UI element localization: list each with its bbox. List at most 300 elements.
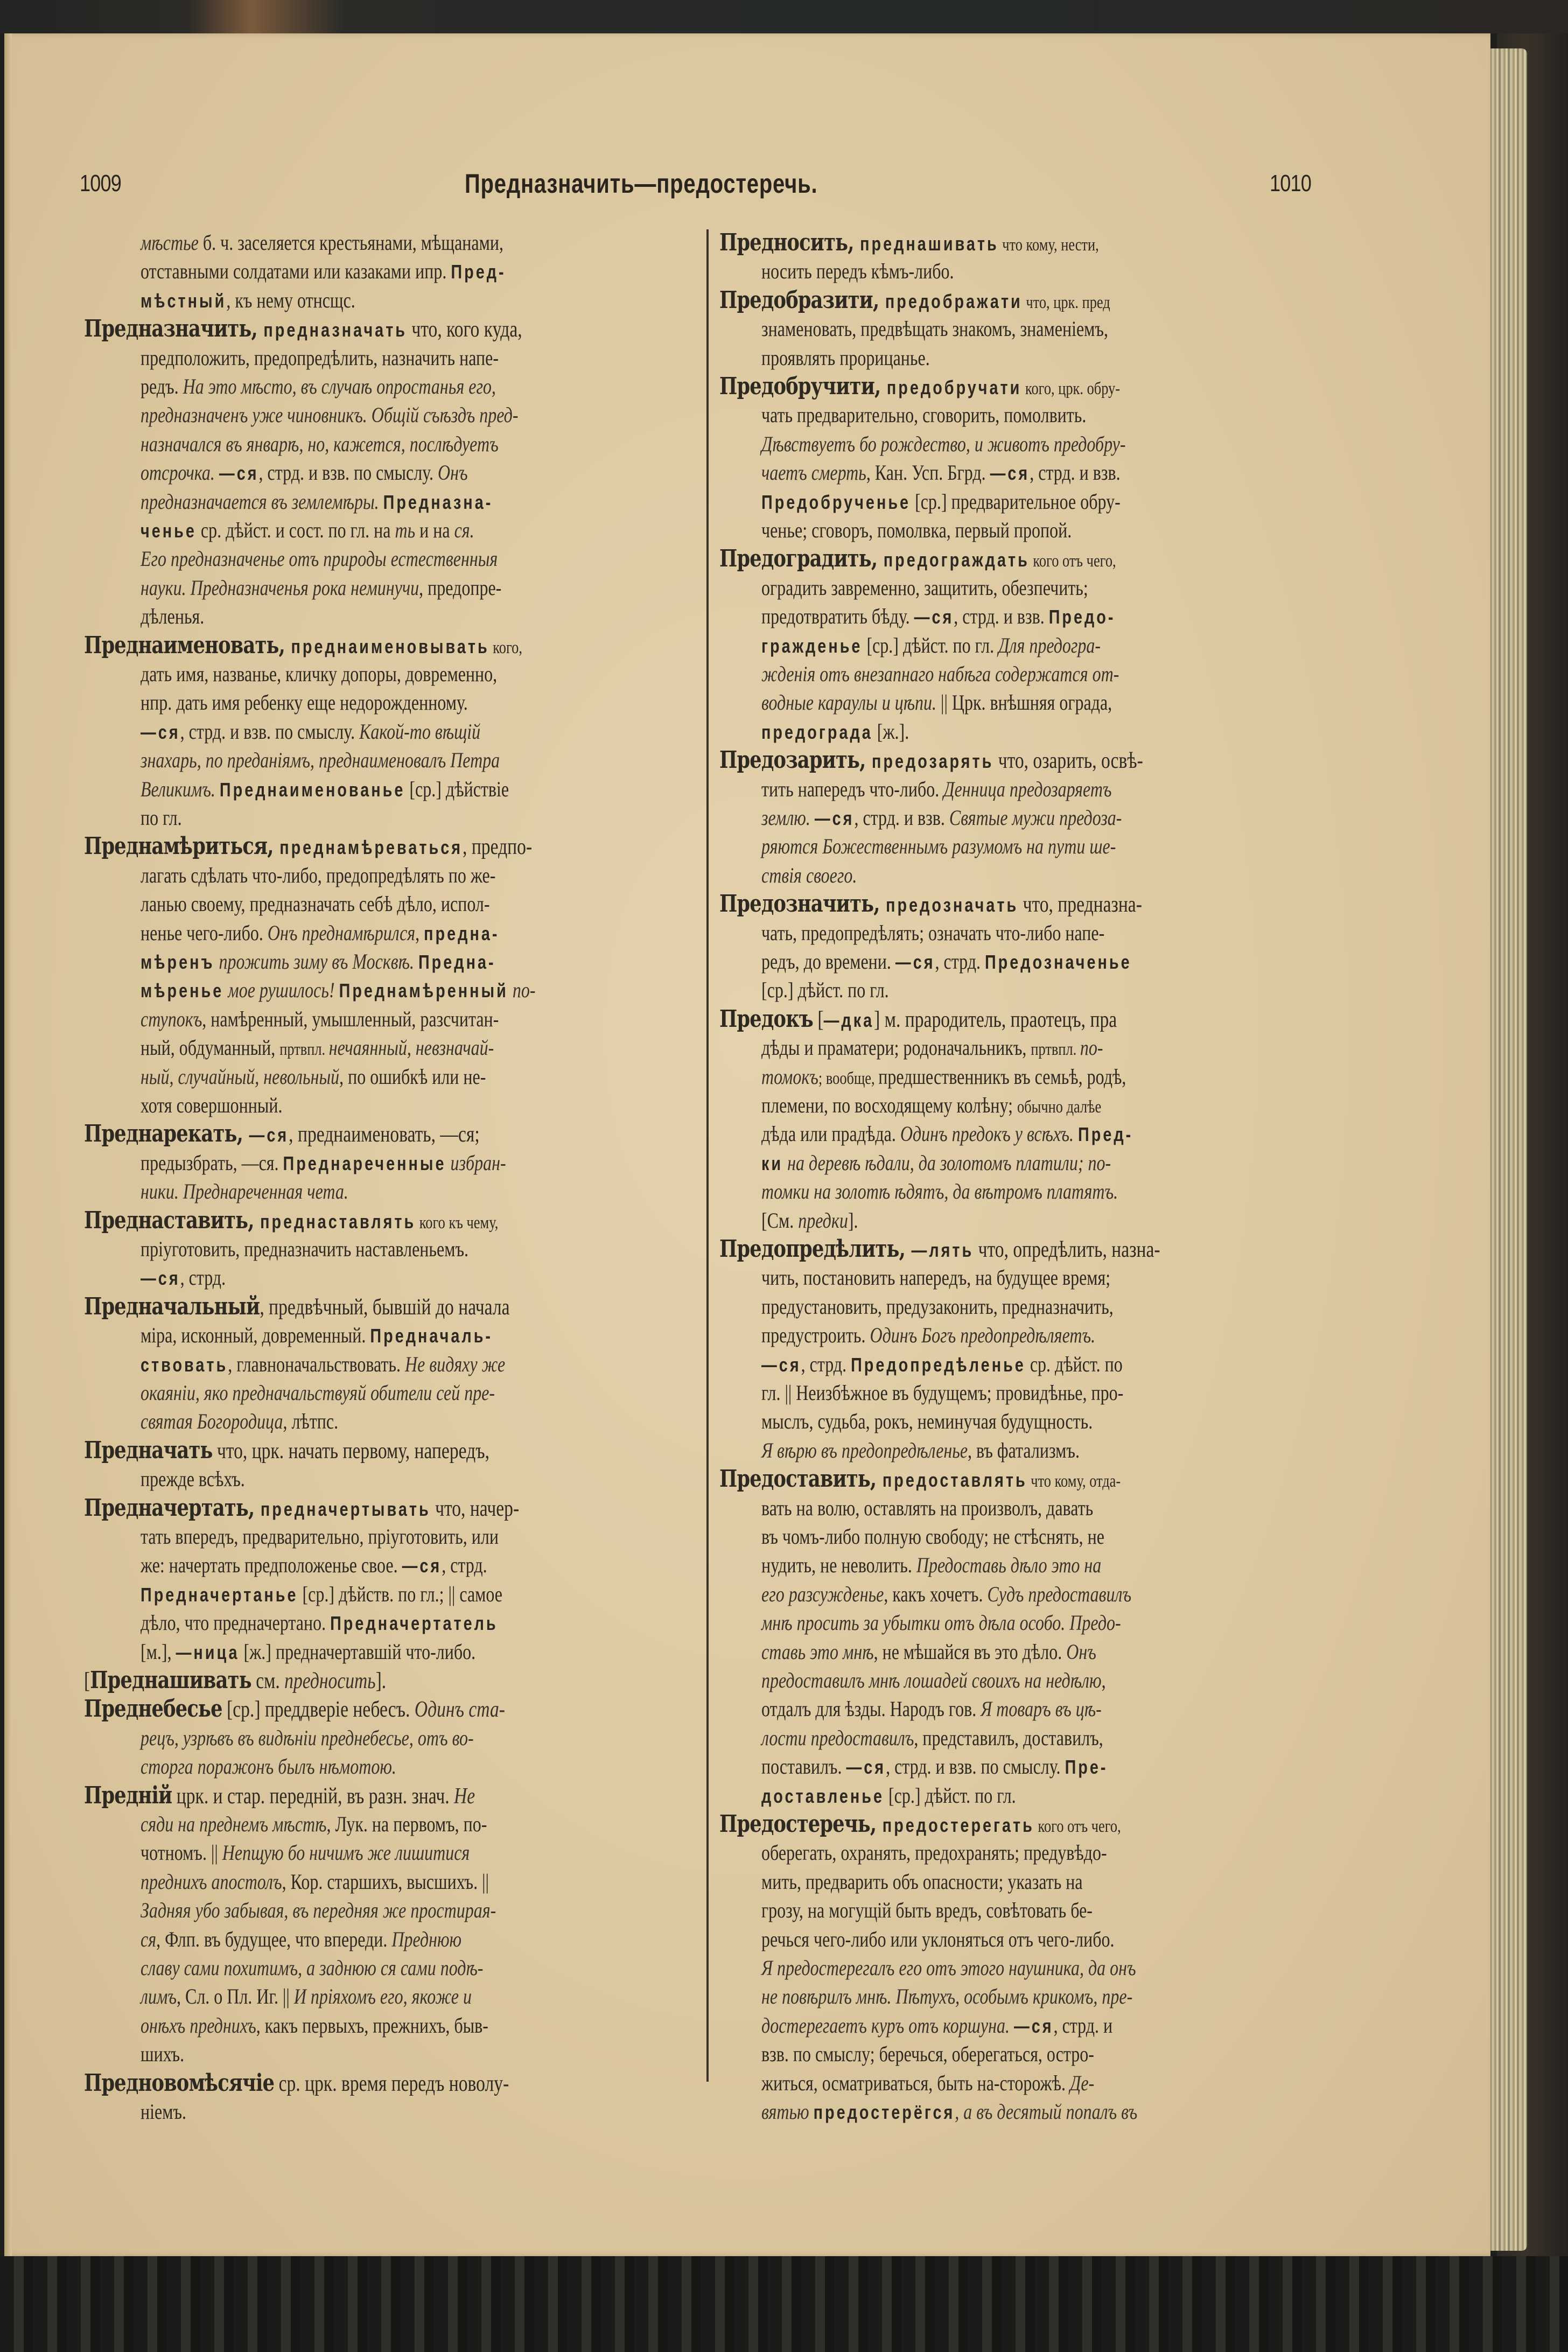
headword: Предостеречь, [719, 1810, 883, 1838]
entry-text-line [761, 688, 1112, 717]
headword: Предназначить, [84, 315, 264, 343]
definition-text: пріуготовить, предназначить наставленьемъ. [141, 1237, 468, 1261]
example-italic: нечаянный, невзначай- [328, 1035, 494, 1060]
example-italic: сяди на преднемъ мѣстѣ [141, 1812, 327, 1836]
headword: Преднаименовать, [84, 631, 291, 659]
definition-text: міра, исконный, довременный. [141, 1323, 370, 1348]
entry-text-line [761, 1263, 1110, 1292]
definition-text: оградить завременно, защитить, обезпечить; [761, 575, 1088, 600]
entry-headword-line [84, 1292, 510, 1322]
headword: Предносить, [719, 229, 860, 256]
entry-text-line [141, 573, 501, 603]
example-italic: Одинъ предокъ у всѣхъ. [900, 1122, 1079, 1146]
entry-text-line [761, 1350, 1123, 1380]
definition-text: , [1101, 1668, 1106, 1692]
definition-text: ненье чего-либо. [141, 920, 268, 945]
example-italic: ряются Божественнымъ разумомъ на пути ше- [761, 834, 1116, 859]
definition-text: вать на волю, оставлять на произволъ, давать [761, 1495, 1094, 1520]
definition-text: , въ фатализмъ. [968, 1438, 1080, 1462]
example-italic: вятью [761, 2099, 814, 2124]
spaced-form: предозначать [886, 894, 1019, 916]
definition-text: тить напередъ что-либо. [761, 776, 944, 801]
definition-text: гл. || Неизбѣжное въ будущемъ; провидѣнье, про- [761, 1381, 1124, 1405]
entry-text-line [761, 1608, 1121, 1637]
example-italic: онѣхъ преднихъ [141, 2013, 256, 2038]
grammar-note: что кому, отда- [1027, 1472, 1121, 1492]
entry-text-line [141, 1062, 486, 1091]
definition-text: отдалъ для ѣзды. Народъ гов. [761, 1697, 981, 1721]
entry-text-line [141, 1637, 475, 1667]
entry-text-line [141, 430, 499, 459]
definition-text: дать имя, названье, кличку допоры, довременно, [141, 662, 498, 686]
entry-text-line [141, 1005, 499, 1034]
entry-text-line [761, 1954, 1136, 1983]
example-italic: по- [1080, 1035, 1103, 1060]
entry-text-line [141, 1810, 487, 1839]
definition-text: ср. дѣйст. и сост. по гл. на [196, 518, 395, 542]
entry-headword-line [719, 1810, 1121, 1841]
definition-text: речься чего-либо или уклоняться отъ чего-либо. [761, 1927, 1115, 1951]
spaced-form: Предобрученье [761, 491, 911, 513]
entry-headword-line [84, 1666, 386, 1696]
definition-text: , стрд. [935, 949, 985, 974]
definition-text: || Црк. внѣшняя ограда, [936, 690, 1112, 715]
example-italic: ть [395, 518, 416, 542]
definition-text: носить передъ кѣмъ-либо. [761, 259, 954, 284]
headword: Предначать [84, 1436, 213, 1464]
example-italic: Не видяху же [405, 1352, 506, 1376]
entry-headword-line [84, 314, 522, 345]
definition-text: ср. дѣйст. по [1025, 1352, 1123, 1376]
entry-text-line [761, 1062, 1126, 1093]
entry-headword-line [719, 1005, 1117, 1035]
example-italic: , а въ десятый попалъ въ [955, 2099, 1138, 2124]
page-number-left: 1009 [80, 170, 121, 197]
entry-headword-line [719, 746, 1143, 776]
example-italic: преднихъ апостолъ [141, 1869, 282, 1894]
definition-text: , какъ хочетъ. [884, 1581, 988, 1606]
definition-text: , [415, 920, 424, 945]
definition-text: , Сл. о Пл. Иг. || [176, 1984, 294, 2009]
definition-text: [ [84, 1669, 90, 1693]
definition-text: редъ. [141, 374, 183, 398]
entry-text-line [141, 544, 498, 573]
entry-text-line [761, 1292, 1114, 1321]
example-italic: предназначенъ уже чиновникъ. Общій съѣздъ пред- [141, 403, 519, 428]
entry-text-line [141, 2097, 186, 2126]
definition-text: , лѣтпс. [283, 1409, 339, 1434]
definition-text: см. [251, 1669, 285, 1693]
headword: Предній [84, 1781, 172, 1809]
entry-text-line [761, 1407, 1093, 1436]
entry-text-line [761, 1206, 858, 1235]
definition-text: б. ч. заселяется крестьянами, мѣщанами, [198, 230, 503, 255]
example-italic: ставь это мнѣ [761, 1639, 874, 1664]
spaced-form: —ся [895, 951, 935, 973]
entry-text-line [761, 861, 857, 890]
entry-text-line [141, 1177, 348, 1206]
example-italic: ступокъ [141, 1006, 202, 1031]
entry-text-line [761, 1177, 1118, 1206]
example-italic: на деревѣ ѣдали, да золотомъ платили; по- [783, 1150, 1111, 1175]
definition-text: [ж.] предначертавшій что-либо. [239, 1639, 476, 1664]
spaced-form: Преднаименованье [219, 778, 405, 801]
example-italic: по- [508, 978, 536, 1003]
entry-text-line [761, 1119, 1133, 1149]
definition-text: ніемъ. [141, 2099, 187, 2124]
entry-text-line [141, 1724, 474, 1753]
spaced-form: предозарять [872, 750, 994, 773]
example-italic: Я вѣрю въ предопредѣленье [761, 1438, 968, 1462]
entry-text-line [761, 2040, 1094, 2069]
definition-text: оберегать, охранять, предохранять; предувѣдо- [761, 1840, 1107, 1865]
definition-text: , какъ первыхъ, прежнихъ, быв- [256, 2013, 488, 2038]
example-italic: окаяніи, яко предначальствуяй обители сей пре- [141, 1381, 495, 1405]
definition-text: шихъ. [141, 2042, 185, 2067]
headword: Преднарекать, [84, 1120, 249, 1148]
page-fore-edge [1489, 48, 1527, 2251]
spaced-form: —ница [176, 1641, 240, 1663]
entry-text-line [141, 1033, 494, 1064]
spaced-form: преднаименовывать [291, 635, 489, 657]
example-italic: водные караулы и цѣпи. [761, 690, 937, 715]
spaced-form: —ся [814, 807, 855, 829]
example-italic: предназначается въ землемѣры. [141, 489, 383, 514]
entry-text-line [761, 573, 1088, 603]
headword: Преднамѣриться, [84, 832, 280, 860]
entry-text-line [141, 2011, 488, 2040]
entry-text-line [761, 947, 1132, 977]
headword: Предобразити, [719, 286, 885, 314]
spaced-form: Предначаль- [370, 1325, 493, 1347]
entry-text-line [761, 1838, 1107, 1867]
entry-text-line [141, 1838, 470, 1867]
definition-text: предызбрать, —ся. [141, 1150, 283, 1175]
example-italic: Его предназначенье отъ природы естественныя [141, 547, 498, 571]
definition-text: предустановить, предузаконить, предназначить, [761, 1294, 1114, 1319]
headword: Предновомѣсячіе [84, 2069, 275, 2097]
example-italic: Я товаръ въ цѣ- [981, 1697, 1102, 1721]
entry-text-line [761, 1752, 1108, 1782]
definition-text: въ чомъ-либо полную свободу; не стѣснять, не [761, 1524, 1104, 1549]
spaced-form: предостерегать [882, 1814, 1034, 1836]
entry-text-line [761, 1436, 1080, 1465]
grammar-note: обычно далѣе [1017, 1097, 1102, 1117]
definition-text: [ср.] дѣйст. по гл. [761, 978, 889, 1003]
spaced-form: предначертывать [260, 1497, 431, 1520]
headword: Предозарить, [719, 746, 872, 774]
spaced-form: преднаставлять [260, 1210, 416, 1233]
entry-text-line [141, 228, 503, 257]
definition-text: мыслъ, судьба, рокъ, неминучая будущность. [761, 1409, 1093, 1434]
running-head: Предназначить—предостеречь. [465, 169, 818, 199]
example-italic: лимъ [141, 1984, 177, 2009]
spaced-form: ченье [141, 520, 197, 542]
entry-text-line [761, 516, 1072, 545]
entry-text-line [761, 660, 1119, 689]
entry-text-line [141, 1263, 226, 1293]
spaced-form: гражденье [761, 634, 863, 657]
definition-text: , стрд. и [1053, 2013, 1113, 2038]
headword: Предозначить, [719, 890, 886, 918]
entry-headword-line [84, 1695, 505, 1724]
spaced-form: мѣренъ [141, 951, 215, 973]
entry-text-line [141, 660, 497, 689]
headword: Предобручити, [719, 373, 887, 400]
spaced-form: Преднареченные [283, 1152, 446, 1174]
definition-text: [ср.] предварительное обру- [911, 489, 1121, 514]
definition-text: , предвѣчный, бывшій до начала [260, 1294, 510, 1320]
entry-text-line [141, 688, 468, 717]
entry-text-line [761, 1982, 1132, 2011]
definition-text: , стрд. и взв. [1030, 460, 1121, 485]
definition-text: дѣды и праматери; родоначальникъ, [761, 1035, 1031, 1060]
definition-text: поставилъ. [761, 1754, 846, 1779]
entry-text-line [141, 919, 499, 948]
example-italic: ся. [454, 518, 474, 542]
spaced-form: преднамѣреваться [279, 836, 463, 859]
entry-text-line [141, 803, 182, 832]
example-italic: Преднюю [391, 1927, 462, 1951]
grammar-note: кого отъ чего, [1029, 551, 1116, 571]
entry-text-line [141, 1954, 483, 1983]
definition-text: взв. по смыслу; беречься, оберегаться, остро- [761, 2042, 1094, 2067]
definition-text: , Кан. Усп. Бгрд. [866, 460, 990, 485]
spaced-form: —ся [219, 462, 259, 485]
example-italic: мѣстье [141, 230, 199, 255]
entry-text-line [141, 372, 496, 401]
entry-text-line [141, 1407, 338, 1436]
definition-text: чать, предопредѣлять; означать что-либо напе- [761, 920, 1105, 945]
definition-text: предположить, предопредѣлить, назначить напе- [141, 345, 499, 370]
entry-text-line [141, 861, 495, 890]
page-number-right: 1010 [1270, 170, 1311, 197]
grammar-note: что, црк. пред [1022, 292, 1110, 312]
headword: Предоградить, [719, 545, 884, 573]
spaced-form: —ся [1013, 2014, 1054, 2037]
definition-text: что, кого куда, [407, 317, 522, 342]
entry-text-line [761, 976, 889, 1005]
entry-text-line [761, 430, 1126, 459]
definition-text: предустроить. [761, 1323, 870, 1348]
entry-text-line [761, 344, 930, 373]
entry-text-line [141, 1580, 502, 1609]
entry-text-line [141, 1752, 396, 1781]
definition-text: , къ нему отнсщс. [226, 288, 355, 312]
spaced-form: Предназна- [383, 491, 493, 513]
entry-headword-line [84, 1436, 489, 1466]
entry-text-line [141, 746, 500, 775]
headword: Преднашивать [90, 1667, 251, 1694]
headword: Предначертать, [84, 1494, 261, 1522]
entry-text-line [761, 487, 1121, 517]
entry-text-line [141, 458, 468, 488]
entry-text-line [141, 1235, 468, 1264]
definition-text: ] м. прародитель, праотецъ, пра [874, 1007, 1117, 1032]
definition-text: [ср.] дѣйствіе [405, 776, 509, 801]
entry-headword-line [719, 372, 1120, 403]
example-italic: Денница предозаряетъ [943, 776, 1112, 801]
definition-text: и на [415, 518, 454, 542]
definition-text: чать предварительно, сговорить, помолвить. [761, 403, 1087, 428]
headword: Предначальный [84, 1292, 260, 1320]
headword: Преднебесье [84, 1695, 222, 1723]
entry-text-line [761, 1149, 1111, 1178]
example-italic: Задняя убо забывая, въ передняя же простирая- [141, 1898, 496, 1923]
spaced-form: предназначать [263, 319, 408, 341]
entry-text-line [761, 401, 1086, 430]
example-italic: мнѣ просить за убытки отъ дѣла особо. Предо- [761, 1611, 1121, 1635]
spaced-form: Пре- [1065, 1756, 1108, 1779]
definition-text: [ср.] дѣйств. по гл.; || самое [298, 1581, 503, 1606]
spaced-form: ствовать [141, 1353, 228, 1376]
entry-text-line [141, 1321, 493, 1350]
spaced-form: Преднамѣренный [339, 979, 508, 1002]
entry-text-line [141, 1465, 245, 1494]
definition-text: ср. црк. время передъ новолу- [274, 2071, 509, 2096]
example-italic: томокъ [761, 1064, 818, 1089]
headword: Предопредѣлить, [719, 1235, 912, 1263]
entry-text-line [761, 1494, 1093, 1523]
definition-text: , предпо- [463, 835, 533, 860]
example-italic: Великимъ. [141, 776, 220, 801]
definition-text: предшественникъ въ семьѣ, родѣ, [878, 1064, 1126, 1089]
example-italic: Предоставь дѣло это на [916, 1553, 1102, 1578]
entry-text-line [141, 1925, 461, 1954]
entry-text-line [141, 602, 204, 631]
example-italic: ся [141, 1927, 157, 1951]
entry-text-line [761, 314, 1108, 344]
example-italic: землю. [761, 806, 815, 830]
grammar-note: что кому, нести, [998, 235, 1099, 255]
spaced-form: —ся [846, 1756, 886, 1779]
definition-text: племени, по восходящему колѣну; [761, 1093, 1017, 1117]
column-rule [706, 229, 709, 2082]
definition-text: предотвратить бѣду. [761, 604, 914, 629]
spaced-form: —ся [402, 1555, 442, 1577]
example-italic: рецъ, узрѣвъ въ видѣніи преднебесье, отъ во- [141, 1725, 474, 1750]
entry-text-line [761, 1580, 1131, 1609]
headword: Предокъ [719, 1005, 814, 1033]
definition-text: , стрд. [442, 1553, 487, 1578]
example-italic: И пріяхомъ его, якоже и [293, 1984, 472, 2009]
entry-text-line [761, 919, 1104, 948]
grammar-note: кого, црк. обру- [1021, 379, 1121, 398]
entry-text-line [761, 1925, 1115, 1954]
definition-text: чить, постановить напередъ, на будущее время; [761, 1265, 1111, 1290]
entry-text-line [141, 1982, 472, 2011]
example-italic: Одинъ ста- [414, 1697, 505, 1723]
definition-text: ный, обдуманный, [141, 1035, 280, 1060]
spaced-form: преднашивать [860, 233, 999, 255]
definition-text: что, начер- [430, 1496, 520, 1521]
definition-text: проявлять прорицанье. [761, 345, 930, 370]
example-italic: томки на золотѣ ѣдятъ, да вѣтромъ платятъ. [761, 1179, 1118, 1204]
definition-text: , Флп. въ будущее, что впереди. [156, 1927, 392, 1951]
entry-headword-line [84, 1119, 480, 1150]
entry-text-line [141, 2040, 184, 2069]
spaced-form: Предначертатель [330, 1612, 498, 1635]
example-italic: предносить [284, 1669, 376, 1693]
entry-headword-line [84, 1781, 475, 1811]
definition-text: , намѣренный, умышленный, разсчитан- [202, 1006, 499, 1031]
entry-text-line [761, 2011, 1112, 2041]
entry-text-line [761, 1551, 1101, 1580]
entry-text-line [761, 1033, 1103, 1064]
headword: Преднаставить, [84, 1206, 261, 1234]
entry-headword-line [84, 832, 532, 862]
grammar-note: пртвпл. [1031, 1040, 1080, 1060]
entry-text-line [141, 1378, 495, 1408]
spaced-form: —ся [141, 720, 180, 743]
entry-text-line [761, 602, 1115, 632]
entry-headword-line [719, 1235, 1160, 1265]
example-italic: сторга поражонъ былъ нѣмотою. [141, 1754, 396, 1779]
grammar-note: кого, [489, 638, 522, 657]
definition-text: [ср.] дѣйст. по гл. [884, 1783, 1016, 1808]
definition-text: , стрд. и взв. по смыслу. [180, 719, 360, 744]
entry-text-line [761, 631, 1101, 661]
example-italic: избран- [446, 1150, 506, 1175]
entry-text-line [141, 516, 474, 545]
spaced-form: —ся [914, 606, 954, 628]
spaced-form: Пред- [451, 261, 506, 283]
entry-text-line [141, 1608, 498, 1638]
entry-text-line [761, 1724, 1103, 1753]
entry-text-line [761, 803, 1122, 833]
definition-text: же: начертать предположенье свое. [141, 1553, 402, 1578]
grammar-note: кого отъ чего, [1034, 1817, 1121, 1836]
definition-text: редъ, до времени. [761, 949, 895, 974]
spaced-form: —дка [823, 1009, 874, 1031]
definition-text: [ж.]. [872, 719, 909, 744]
spaced-form: предна- [424, 922, 500, 944]
binding-gutter [4, 33, 12, 2256]
spaced-form: предобручати [886, 376, 1022, 398]
definition-text: , преднаименовать, —ся; [289, 1122, 480, 1147]
example-italic: Де- [1070, 2070, 1095, 2095]
example-italic: чаетъ смерть [761, 460, 866, 485]
entry-text-line [761, 2069, 1094, 2098]
spaced-form: —ся [990, 462, 1030, 485]
entry-text-line [761, 2097, 1137, 2127]
entry-text-line [761, 1781, 1016, 1811]
example-italic: святая Богородица [141, 1409, 283, 1434]
dictionary-page [4, 33, 1490, 2256]
spaced-form: предограждать [883, 549, 1030, 571]
entry-text-line [141, 1350, 505, 1380]
entry-text-line [761, 832, 1116, 861]
entry-headword-line [84, 2069, 509, 2098]
definition-text: , главноначальствовать. [228, 1352, 405, 1376]
spaced-form: —лять [911, 1239, 974, 1261]
grammar-note: ; вообще, [818, 1068, 879, 1088]
definition-text: дѣленья. [141, 604, 205, 629]
definition-text: , Лук. на первомъ, по- [326, 1812, 487, 1836]
entry-text-line [761, 1666, 1106, 1695]
example-italic: Одинъ Богъ предопредѣляетъ. [870, 1323, 1096, 1348]
entry-text-line [141, 1091, 282, 1120]
example-italic: предоставилъ мнѣ лошадей своихъ на недѣлю [761, 1668, 1102, 1692]
entry-text-line [141, 976, 536, 1005]
spaced-form: Предначертанье [141, 1583, 298, 1606]
spaced-form: мѣстный [141, 289, 227, 312]
definition-text: дѣда или прадѣда. [761, 1122, 900, 1146]
example-italic: Онъ [438, 460, 468, 485]
definition-text: [ [813, 1007, 824, 1032]
example-italic: Онъ [1066, 1639, 1096, 1664]
definition-text: что, озарить, освѣ- [993, 748, 1143, 774]
